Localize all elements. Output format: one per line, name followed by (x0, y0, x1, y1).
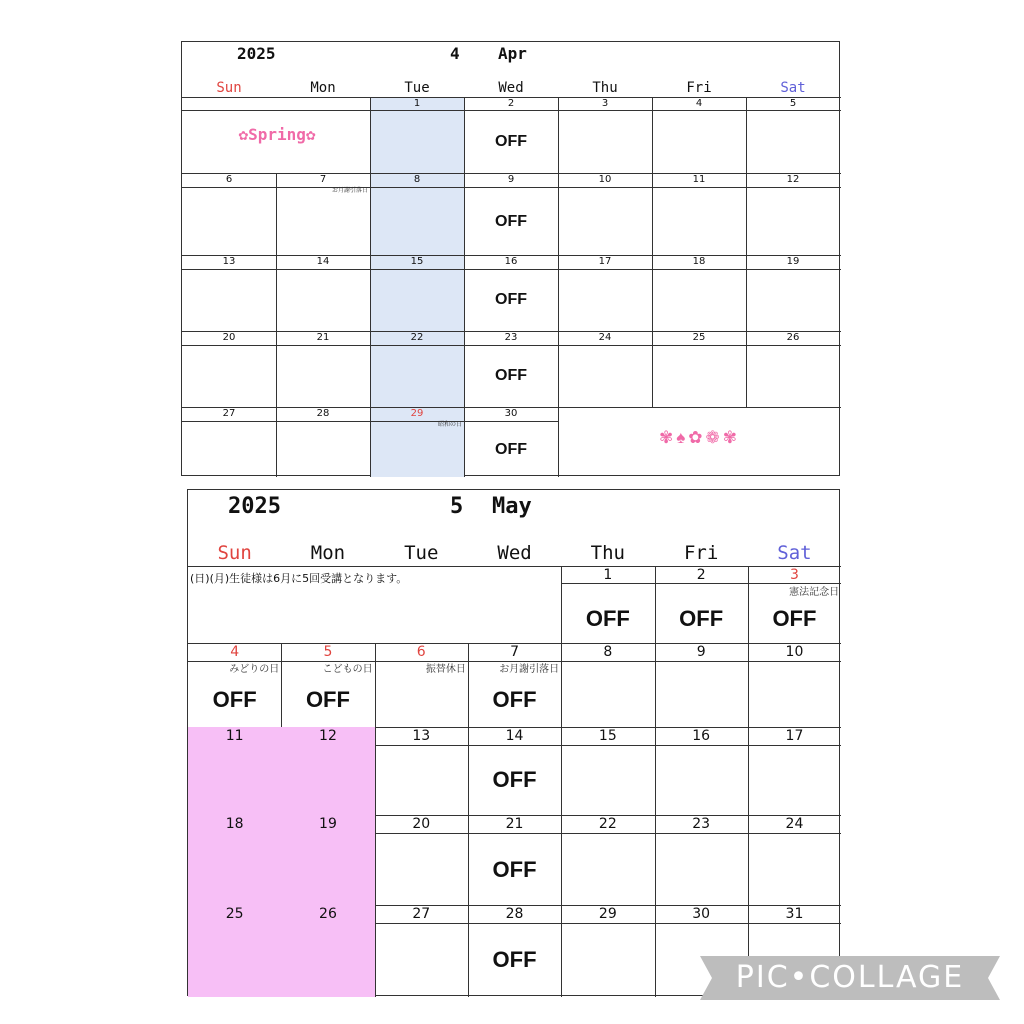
day-number: 27 (222, 408, 236, 419)
day-number: 29 (410, 408, 424, 419)
day-number: 18 (225, 816, 244, 832)
day-number: 11 (225, 728, 244, 744)
weekday-tue: Tue (404, 542, 439, 564)
day-number: 25 (225, 906, 244, 922)
day-number: 18 (692, 256, 706, 267)
holiday-note: 振替休日 (425, 664, 466, 675)
off-label: OFF (495, 213, 527, 230)
off-label: OFF (492, 947, 537, 972)
flower-sticker-icon: ✾ (722, 428, 741, 447)
holiday-note: こどもの日 (322, 664, 373, 675)
weekday-wed: Wed (497, 542, 532, 564)
weekday-sun: Sun (216, 80, 242, 96)
may-year: 2025 (228, 494, 281, 519)
holiday-note: お月謝引落日 (499, 664, 560, 675)
may-month-name: May (492, 494, 532, 519)
day-number: 11 (692, 174, 706, 185)
day-number: 30 (504, 408, 518, 419)
off-label: OFF (585, 606, 630, 631)
day-number: 12 (786, 174, 800, 185)
grid-line (182, 269, 841, 270)
grid-line (558, 173, 559, 255)
spring-label (212, 125, 342, 144)
weekday-mon: Mon (310, 542, 346, 564)
day-number: 30 (692, 906, 711, 922)
off-label: OFF (495, 441, 527, 458)
april-calendar (181, 41, 840, 476)
off-label: OFF (305, 687, 350, 712)
weekday-fri: Fri (686, 80, 712, 96)
grid-line (370, 173, 371, 255)
day-number: 24 (785, 816, 804, 832)
day-number: 4 (695, 98, 703, 109)
off-label: OFF (495, 133, 527, 150)
april-year: 2025 (237, 44, 276, 63)
flower-sticker-icon: ✾ (658, 428, 677, 447)
day-number: 8 (603, 644, 613, 660)
day-number: 31 (785, 906, 804, 922)
day-number: 21 (316, 332, 330, 343)
off-label: OFF (679, 606, 724, 631)
day-number: 6 (225, 174, 233, 185)
tulip-sticker-icon: ♠ (676, 428, 689, 447)
may-calendar (187, 489, 840, 996)
day-number: 17 (598, 256, 612, 267)
day-number: 14 (316, 256, 330, 267)
day-number: 15 (410, 256, 424, 267)
watermark-text: PIC•COLLAGE (735, 960, 965, 995)
weekday-fri: Fri (683, 542, 719, 564)
day-number: 29 (598, 906, 617, 922)
day-number: 26 (319, 906, 337, 922)
day-number: 28 (505, 906, 524, 922)
flower-icon: ✿ (305, 125, 316, 144)
flower-icon: ✿ (238, 125, 249, 144)
day-number: 13 (222, 256, 236, 267)
day-number: 2 (696, 567, 706, 583)
day-number: 8 (413, 174, 421, 185)
off-label: OFF (772, 606, 817, 631)
weekday-thu: Thu (590, 542, 625, 564)
flower-ring-sticker-icon: ❁ (705, 428, 723, 447)
day-number: 2 (507, 98, 515, 109)
day-number: 21 (505, 816, 524, 832)
day-number: 20 (412, 816, 431, 832)
day-number: 22 (598, 816, 617, 832)
weekday-tue: Tue (404, 80, 430, 96)
day-number: 3 (789, 567, 799, 583)
weekday-wed: Wed (498, 80, 524, 96)
day-number: 9 (507, 174, 515, 185)
day-number: 22 (410, 332, 424, 343)
april-month-name: Apr (498, 44, 527, 63)
day-number: 17 (785, 728, 804, 744)
holiday-note: 憲法記念日 (789, 587, 840, 598)
holiday-note: 昭和の日 (437, 421, 462, 428)
grid-line (652, 173, 653, 255)
day-number: 7 (510, 644, 519, 660)
daisy-sticker-icon: ✿ (688, 428, 706, 447)
spring-text: Spring (248, 125, 306, 144)
day-number: 16 (692, 728, 711, 744)
day-number: 5 (323, 644, 333, 660)
off-label: OFF (495, 367, 527, 384)
day-number: 6 (416, 644, 426, 660)
day-number: 27 (412, 906, 431, 922)
day-number: 5 (789, 98, 797, 109)
day-number: 23 (504, 332, 518, 343)
grid-line (746, 173, 747, 255)
day-number: 7 (319, 174, 327, 185)
day-number: 15 (598, 728, 617, 744)
day-number: 1 (413, 98, 421, 109)
off-label: OFF (492, 857, 537, 882)
day-number: 25 (692, 332, 706, 343)
day-number: 19 (786, 256, 800, 267)
weekday-thu: Thu (592, 80, 618, 96)
flower-decorations (558, 428, 841, 448)
day-number: 3 (601, 98, 609, 109)
day-number: 26 (786, 332, 800, 343)
holiday-note: お月謝引落日 (331, 187, 368, 194)
april-month-number: 4 (450, 44, 460, 63)
holiday-note: みどりの日 (229, 664, 280, 675)
grid-line (182, 110, 841, 111)
day-number: 20 (222, 332, 236, 343)
day-number: 23 (692, 816, 711, 832)
weekday-sat: Sat (777, 542, 812, 564)
day-number: 1 (603, 567, 613, 583)
day-number: 16 (504, 256, 518, 267)
day-number: 4 (230, 644, 240, 660)
day-number: 19 (319, 816, 337, 832)
day-number: 10 (785, 644, 804, 660)
weekday-sun: Sun (217, 542, 252, 564)
day-number: 14 (505, 728, 524, 744)
day-number: 9 (696, 644, 706, 660)
weekday-sat: Sat (780, 80, 806, 96)
day-number: 10 (598, 174, 612, 185)
day-number: 24 (598, 332, 612, 343)
weekday-mon: Mon (310, 80, 336, 96)
off-label: OFF (492, 767, 537, 792)
notice-text: (日)(月)生徒様は6月に5回受講となります。 (190, 572, 408, 585)
off-label: OFF (492, 687, 537, 712)
day-number: 12 (319, 728, 337, 744)
off-label: OFF (212, 687, 257, 712)
day-number: 28 (316, 408, 330, 419)
day-number: 13 (412, 728, 431, 744)
grid-line (182, 345, 841, 346)
may-month-number: 5 (450, 494, 464, 519)
off-label: OFF (495, 291, 527, 308)
